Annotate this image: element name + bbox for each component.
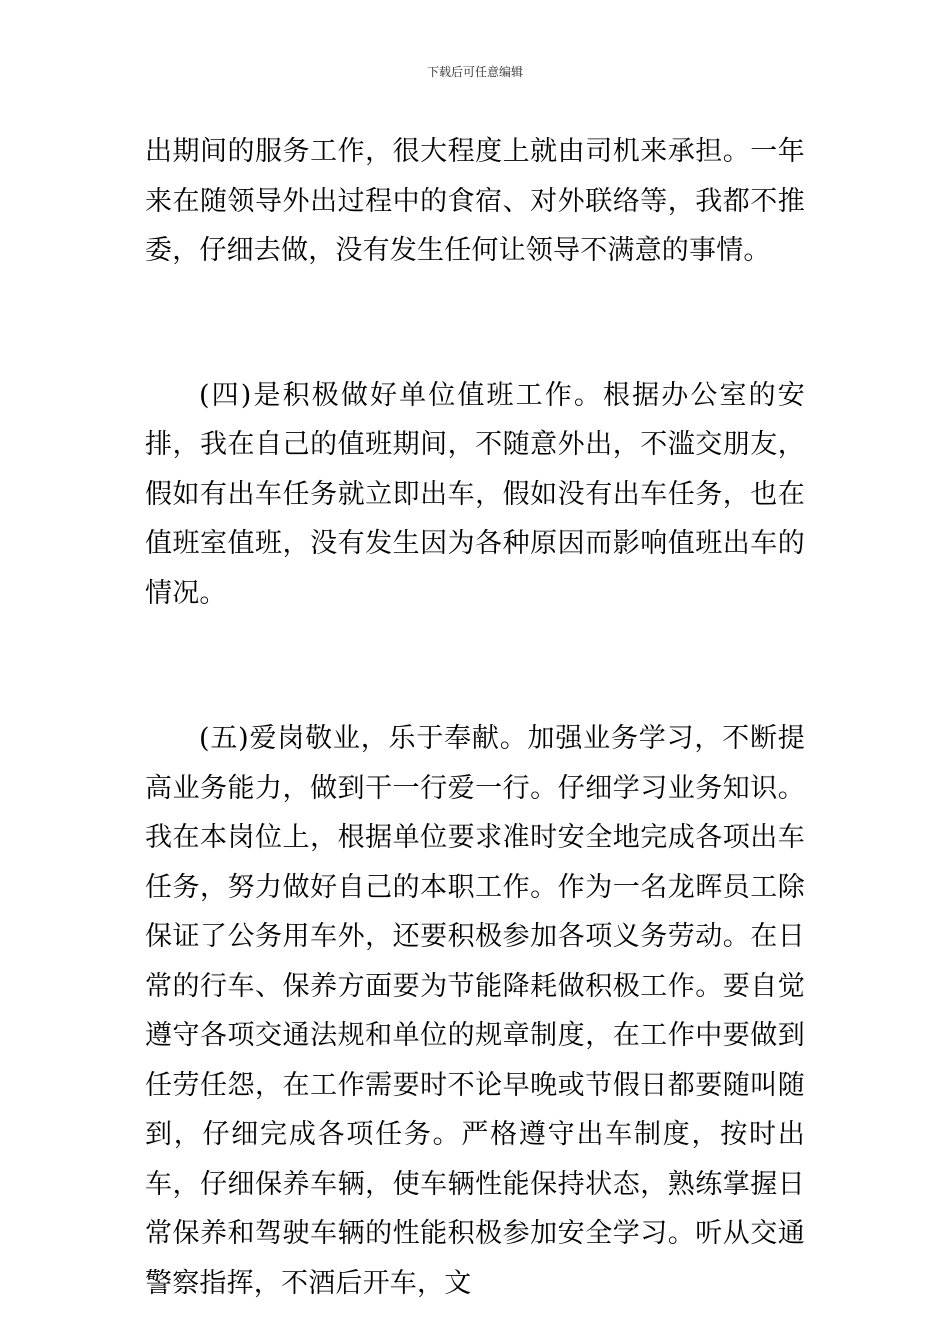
paragraph-dedication: (五)爱岗敬业，乐于奉献。加强业务学习，不断提高业务能力，做到干一行爱一行。仔细学习业务知识。我在本岗位上，根据单位要求准时安全地完成各项出车任务，努力做好自己的本职工作。作为一名龙晖员工除保证了公务用车外，还要积极参加各项义务劳动。在日常的行车、保养方面要为节能降耗做积极工作。要自觉遵守各项交通法规和单位的规章制度，在工作中要做到任劳任怨，在工作需要时不论早晚或节假日都要随叫随到，仔细完成各项任务。严格遵守出车制度，按时出车，仔细保养车辆，使车辆性能保持状态，熟练掌握日常保养和驾驶车辆的性能积极参加安全学习。听从交通警察指挥，不酒后开车，文 bbox=[145, 723, 805, 1299]
page-header-note: 下载后可任意编辑 bbox=[426, 65, 523, 79]
paragraph-spacer bbox=[145, 276, 805, 371]
document-body bbox=[145, 127, 805, 1308]
paragraph-duty-shift: (四)是积极做好单位值班工作。根据办公室的安排，我在自己的值班期间，不随意外出，不滥交朋友，假如有出车任务就立即出车，假如没有出车任务，也在值班室值班，没有发生因为各种原因而影响值班出车的情况。 bbox=[145, 379, 805, 609]
paragraph-spacer bbox=[145, 618, 805, 714]
paragraph-continued-service: 出期间的服务工作，很大程度上就由司机来承担。一年来在随领导外出过程中的食宿、对外联络等，我都不推委，仔细去做，没有发生任何让领导不满意的事情。 bbox=[145, 136, 805, 266]
